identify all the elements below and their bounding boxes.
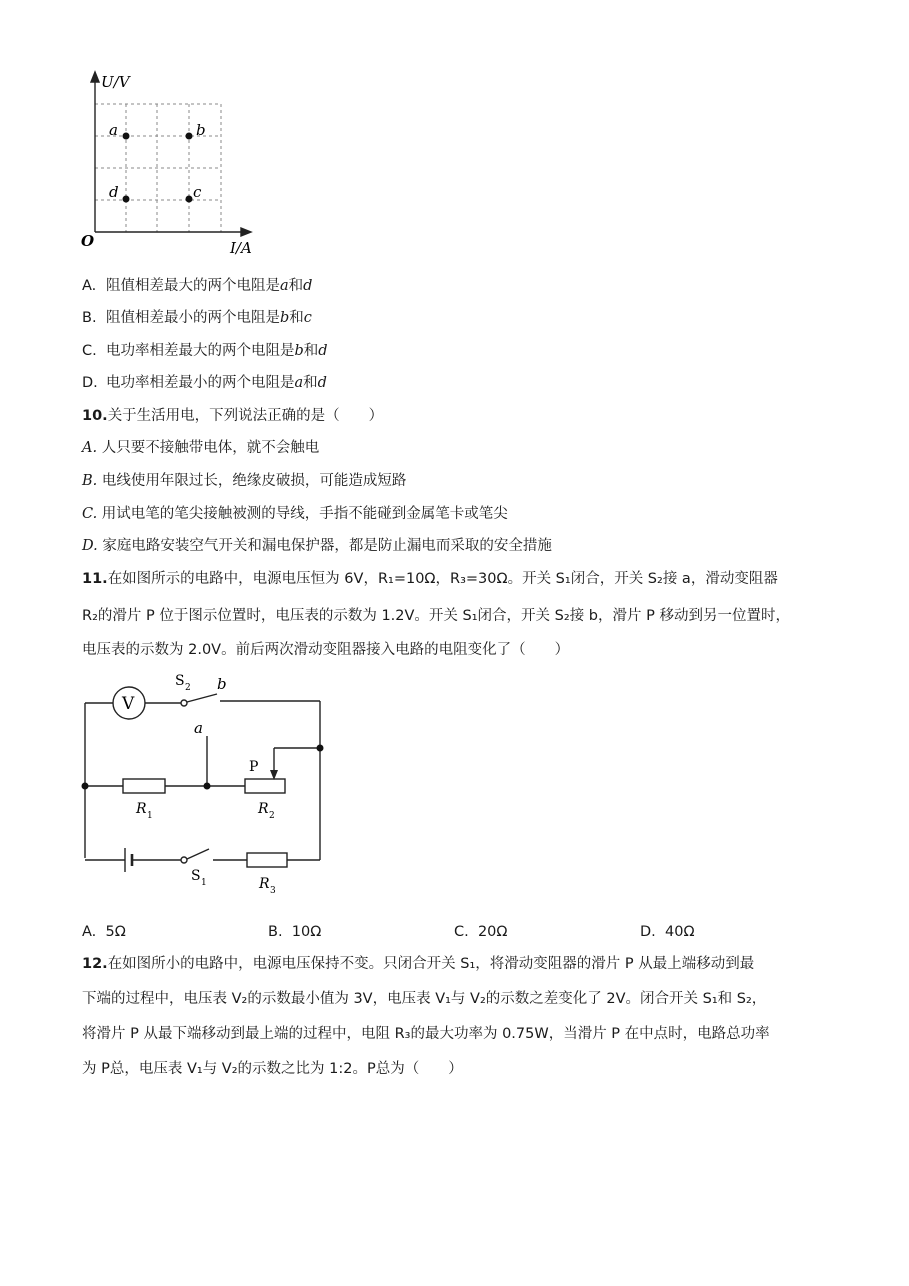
terminal-b-label: b — [217, 675, 227, 693]
r3-label: R — [259, 876, 270, 892]
resistor-r1 — [123, 779, 165, 793]
point-a-label: a — [109, 121, 118, 139]
q9-option-c[interactable]: C. 电功率相差最大的两个电阻是b和d — [82, 343, 328, 359]
q12-stem-line4: 为 P总，电压表 V₁与 V₂的示数之比为 1:2。P总为（ ） — [82, 1061, 463, 1077]
q11-stem-line2: R₂的滑片 P 位于图示位置时，电压表的示数为 1.2V。开关 S₁闭合，开关 S₂接 b，滑片 P 移动到另一位置时， — [82, 608, 790, 624]
s2-label: S — [175, 673, 185, 689]
q9-option-b[interactable]: B. 阻值相差最小的两个电阻是b和c — [82, 310, 312, 326]
point-d — [123, 196, 130, 203]
q11-choice-b[interactable]: B. 10Ω — [268, 924, 322, 940]
q11-stem-line1: 11.在如图所示的电路中，电源电压恒为 6V，R₁=10Ω，R₃=30Ω。开关 S₁闭合，开关 S₂接 a，滑动变阻器 — [82, 571, 778, 587]
q11-stem-line3: 电压表的示数为 2.0V。前后两次滑动变阻器接入电路的电阻变化了（ ） — [82, 642, 570, 658]
circuit-diagram — [75, 668, 340, 898]
point-b-label: b — [196, 121, 206, 139]
q10-option-d[interactable]: D. 家庭电路安装空气开关和漏电保护器，都是防止漏电而采取的安全措施 — [82, 538, 552, 554]
r3-sub: 3 — [270, 886, 276, 896]
y-axis-label: U/V — [101, 73, 130, 91]
switch-s1 — [187, 849, 209, 859]
q12-stem-line2: 下端的过程中，电压表 V₂的示数最小值为 3V，电压表 V₁与 V₂的示数之差变化了 2V。闭合开关 S₁和 S₂， — [82, 991, 767, 1007]
r2-sub: 2 — [269, 811, 275, 821]
u-i-graph — [75, 66, 265, 262]
x-axis-label: I/A — [230, 239, 252, 257]
r1-sub: 1 — [147, 811, 153, 821]
q11-choice-c[interactable]: C. 20Ω — [454, 924, 508, 940]
q10-option-a[interactable]: A. 人只要不接触带电体，就不会触电 — [82, 440, 320, 456]
q10-option-b[interactable]: B. 电线使用年限过长，绝缘皮破损，可能造成短路 — [82, 473, 407, 489]
s1-label: S — [191, 868, 201, 884]
q11-choice-d[interactable]: D. 40Ω — [640, 924, 695, 940]
resistor-r3 — [247, 853, 287, 867]
origin-label: O — [81, 232, 95, 250]
point-c — [186, 196, 193, 203]
q10-option-c[interactable]: C. 用试电笔的笔尖接触被测的导线，手指不能碰到金属笔卡或笔尖 — [82, 506, 508, 522]
q10-stem: 10.关于生活用电，下列说法正确的是（ ） — [82, 408, 384, 424]
q9-option-a[interactable]: A. 阻值相差最大的两个电阻是a和d — [82, 278, 313, 294]
terminal-a-label: a — [194, 719, 203, 737]
r2-label: R — [258, 801, 269, 817]
point-d-label: d — [109, 183, 119, 201]
q9-option-d[interactable]: D. 电功率相差最小的两个电阻是a和d — [82, 375, 327, 391]
q12-stem-line1: 12.在如图所小的电路中，电源电压保持不变。只闭合开关 S₁，将滑动变阻器的滑片 P 从最上端移动到最 — [82, 956, 755, 972]
voltmeter-label: V — [122, 694, 135, 714]
point-c-label: c — [193, 183, 202, 201]
slider-p-label: P — [249, 759, 259, 775]
switch-s2 — [187, 694, 217, 702]
point-a — [123, 133, 130, 140]
r1-label: R — [136, 801, 147, 817]
s1-sub: 1 — [201, 878, 207, 888]
s2-sub: 2 — [185, 683, 191, 693]
resistor-r2 — [245, 779, 285, 793]
q12-stem-line3: 将滑片 P 从最下端移动到最上端的过程中，电阻 R₃的最大功率为 0.75W，当滑片 P 在中点时，电路总功率 — [82, 1026, 770, 1042]
point-b — [186, 133, 193, 140]
q11-choice-a[interactable]: A. 5Ω — [82, 924, 126, 940]
